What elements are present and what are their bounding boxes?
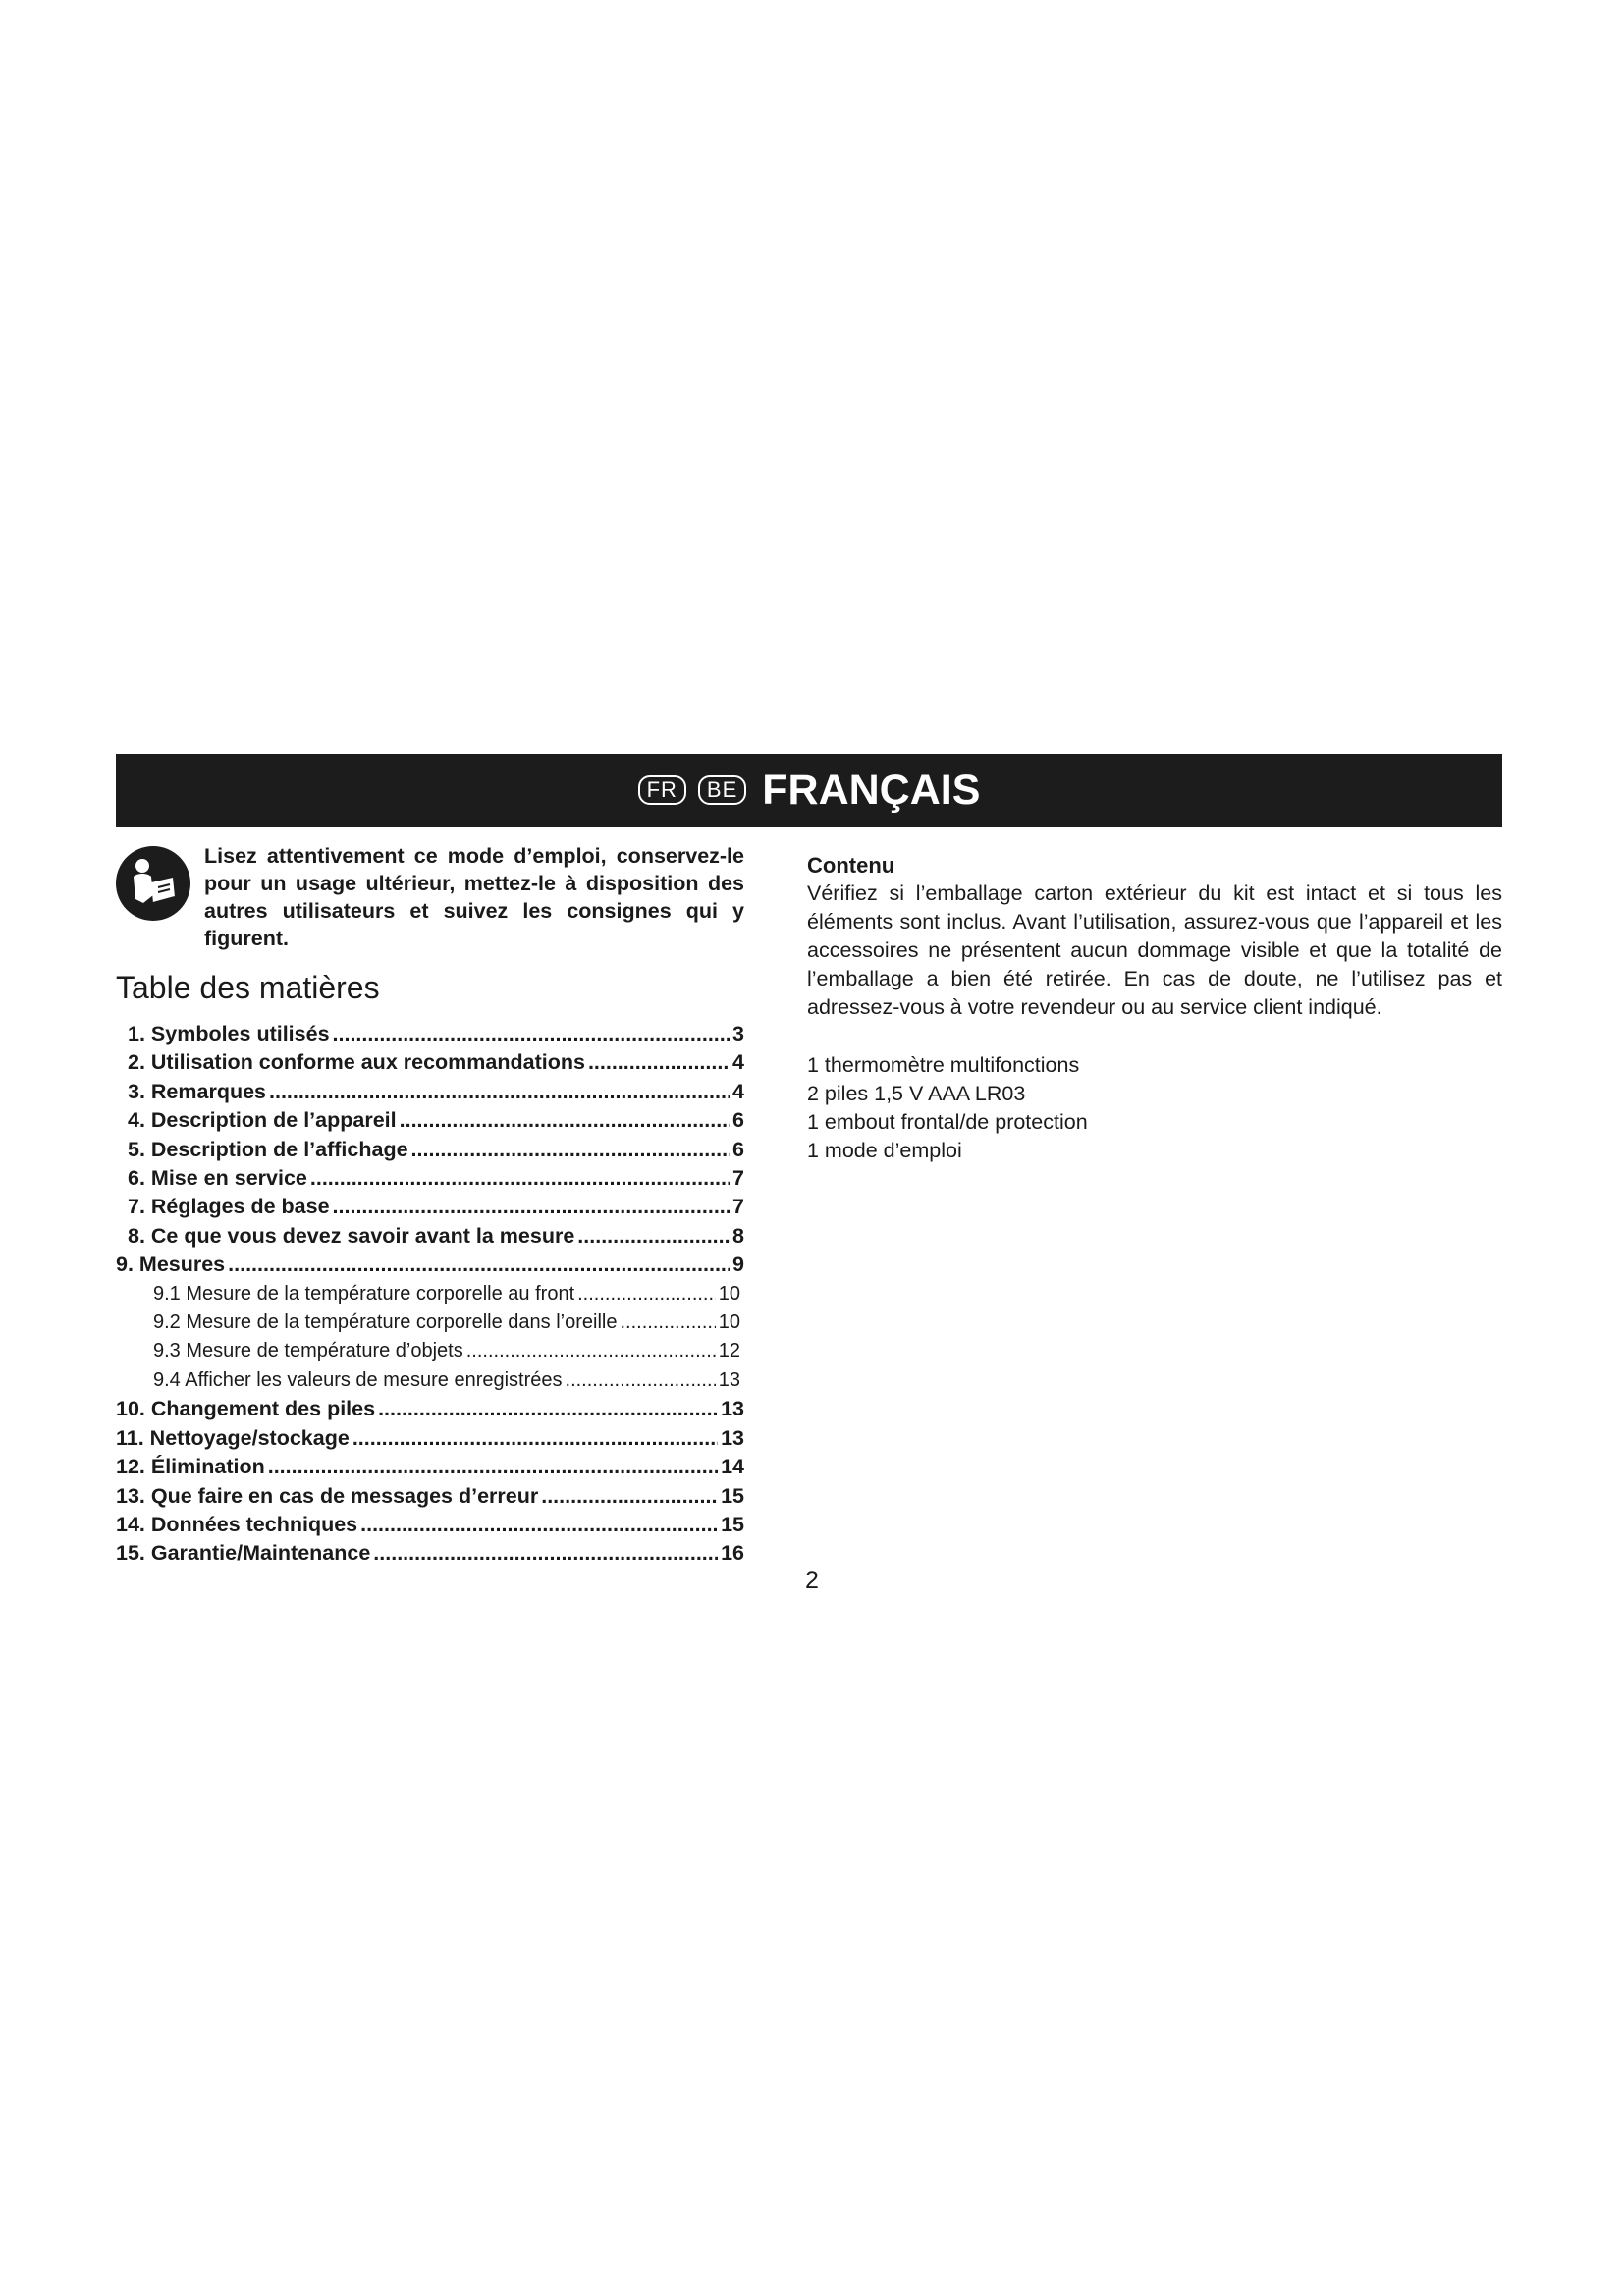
toc-leader-dots bbox=[411, 1136, 730, 1164]
language-banner bbox=[116, 754, 1502, 827]
toc-entry-label: 8. Ce que vous devez savoir avant la mesure bbox=[128, 1223, 575, 1248]
toc-entry bbox=[116, 1308, 744, 1337]
toc-leader-dots bbox=[310, 1164, 730, 1193]
toc-entry-label: 9.1 Mesure de la température corporelle au front bbox=[153, 1282, 575, 1305]
table-of-contents bbox=[116, 1020, 744, 1569]
contents-heading: Contenu bbox=[807, 853, 895, 878]
toc-leader-dots bbox=[228, 1251, 730, 1279]
toc-entry-page: 4 bbox=[732, 1079, 744, 1103]
contents-item: 2 piles 1,5 V AAA LR03 bbox=[807, 1082, 1026, 1105]
toc-entry-page: 10 bbox=[718, 1282, 740, 1305]
toc-leader-dots bbox=[269, 1078, 730, 1106]
toc-entry bbox=[116, 1337, 744, 1365]
toc-entry-page: 9 bbox=[732, 1253, 744, 1277]
toc-leader-dots bbox=[466, 1337, 716, 1365]
toc-leader-dots bbox=[378, 1395, 718, 1423]
contents-item: 1 thermomètre multifonctions bbox=[807, 1053, 1080, 1077]
toc-entry-label: 6. Mise en service bbox=[128, 1166, 307, 1191]
notice-text: Lisez attentivement ce mode d’emploi, conservez-le pour un usage ultérieur, mettez-le à disposition des autres utilisateurs et suivez les consignes qui y figurent. bbox=[204, 844, 744, 950]
toc-entry-page: 14 bbox=[721, 1455, 744, 1479]
toc-leader-dots bbox=[373, 1539, 718, 1568]
toc-entry-label: 14. Données techniques bbox=[116, 1512, 358, 1536]
toc-entry bbox=[116, 1511, 744, 1539]
toc-entry bbox=[116, 1136, 744, 1164]
toc-entry-label: 3. Remarques bbox=[128, 1079, 267, 1103]
toc-entry-page: 13 bbox=[721, 1425, 744, 1450]
toc-entry-page: 15 bbox=[721, 1512, 744, 1536]
toc-leader-dots bbox=[333, 1193, 730, 1221]
contents-list bbox=[807, 1051, 1502, 1165]
toc-entry bbox=[116, 1251, 744, 1279]
toc-entry-label: 5. Description de l’affichage bbox=[128, 1137, 408, 1161]
toc-entry bbox=[116, 1453, 744, 1481]
toc-leader-dots bbox=[352, 1424, 718, 1453]
toc-entry bbox=[116, 1482, 744, 1511]
toc-leader-dots bbox=[620, 1308, 715, 1337]
language-title: FRANÇAIS bbox=[762, 766, 981, 814]
toc-entry bbox=[116, 1048, 744, 1077]
toc-entry bbox=[116, 1539, 744, 1568]
toc-entry bbox=[116, 1222, 744, 1251]
country-badge-fr: FR bbox=[638, 775, 686, 805]
toc-entry bbox=[116, 1395, 744, 1423]
page-number: 2 bbox=[805, 1567, 819, 1594]
toc-entry-label: 9.3 Mesure de température d’objets bbox=[153, 1340, 463, 1362]
toc-entry-page: 6 bbox=[732, 1137, 744, 1161]
toc-entry bbox=[116, 1078, 744, 1106]
contents-item: 1 embout frontal/de protection bbox=[807, 1110, 1088, 1134]
toc-entry-label: 9. Mesures bbox=[116, 1253, 226, 1277]
toc-entry-label: 13. Que faire en cas de messages d’erreur bbox=[116, 1483, 539, 1508]
toc-entry-label: 11. Nettoyage/stockage bbox=[116, 1425, 350, 1450]
toc-leader-dots bbox=[566, 1366, 716, 1395]
toc-entry-page: 13 bbox=[721, 1397, 744, 1421]
contents-item: 1 mode d’emploi bbox=[807, 1139, 962, 1162]
toc-entry-page: 10 bbox=[718, 1311, 740, 1334]
toc-leader-dots bbox=[588, 1048, 730, 1077]
toc-entry bbox=[116, 1424, 744, 1453]
toc-leader-dots bbox=[268, 1453, 718, 1481]
left-column bbox=[116, 842, 744, 1569]
toc-entry-page: 12 bbox=[718, 1340, 740, 1362]
toc-entry-page: 16 bbox=[721, 1541, 744, 1566]
toc-leader-dots bbox=[577, 1280, 716, 1308]
toc-entry-label: 12. Élimination bbox=[116, 1455, 265, 1479]
toc-entry-label: 9.2 Mesure de la température corporelle dans l’oreille bbox=[153, 1311, 618, 1334]
toc-title: Table des matières bbox=[116, 970, 380, 1005]
toc-entry-label: 10. Changement des piles bbox=[116, 1397, 376, 1421]
toc-leader-dots bbox=[333, 1020, 731, 1048]
toc-leader-dots bbox=[577, 1222, 730, 1251]
toc-entry-page: 3 bbox=[732, 1022, 744, 1045]
read-instructions-notice bbox=[116, 842, 744, 952]
toc-entry bbox=[116, 1106, 744, 1135]
toc-entry-page: 7 bbox=[732, 1195, 744, 1219]
toc-leader-dots bbox=[541, 1482, 718, 1511]
toc-entry-label: 1. Symboles utilisés bbox=[128, 1022, 330, 1045]
country-badge-be: BE bbox=[698, 775, 746, 805]
toc-entry-label: 2. Utilisation conforme aux recommandations bbox=[128, 1050, 585, 1075]
toc-entry-label: 15. Garantie/Maintenance bbox=[116, 1541, 371, 1566]
toc-entry bbox=[116, 1193, 744, 1221]
toc-entry bbox=[116, 1366, 744, 1395]
toc-entry-label: 7. Réglages de base bbox=[128, 1195, 330, 1219]
toc-entry-page: 4 bbox=[732, 1050, 744, 1075]
toc-entry-label: 9.4 Afficher les valeurs de mesure enregistrées bbox=[153, 1368, 563, 1391]
toc-leader-dots bbox=[360, 1511, 718, 1539]
toc-entry-page: 6 bbox=[732, 1108, 744, 1133]
toc-entry bbox=[116, 1164, 744, 1193]
toc-entry-page: 7 bbox=[732, 1166, 744, 1191]
toc-entry-page: 13 bbox=[718, 1368, 740, 1391]
toc-entry-page: 15 bbox=[721, 1483, 744, 1508]
toc-entry bbox=[116, 1280, 744, 1308]
toc-leader-dots bbox=[400, 1106, 730, 1135]
read-manual-icon bbox=[116, 846, 190, 921]
toc-entry-label: 4. Description de l’appareil bbox=[128, 1108, 397, 1133]
right-column bbox=[807, 852, 1502, 1165]
contents-body: Vérifiez si l’emballage carton extérieur du kit est intact et si tous les éléments sont inclus. Avant l’utilisation, assurez-vous que l’appareil et les accessoires ne présentent aucun dommage visible et que la totalité de l’emballage a bien été retirée. En cas de doute, ne l’utilisez pas et adressez-vous à votre revendeur ou au service client indiqué. bbox=[807, 881, 1502, 1019]
toc-entry bbox=[116, 1020, 744, 1048]
toc-entry-page: 8 bbox=[732, 1223, 744, 1248]
